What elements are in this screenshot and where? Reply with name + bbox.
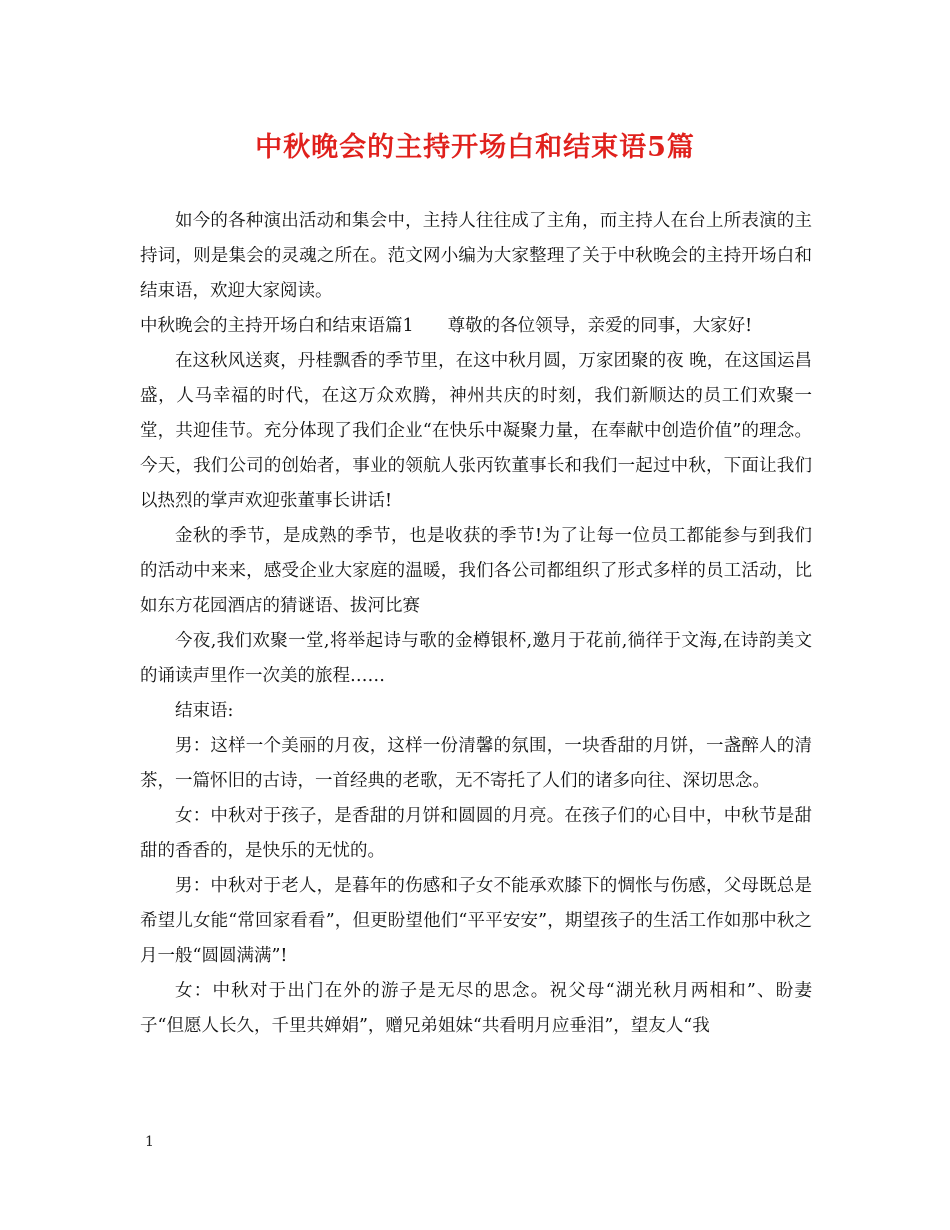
tonight-paragraph: 今夜,我们欢聚一堂,将举起诗与歌的金樽银杯,邀月于花前,徜徉于文海,在诗韵美文的诵读声里作一次美的旅程…… bbox=[140, 631, 812, 686]
male-line-2: 男：中秋对于老人，是暮年的伤感和子女不能承欢膝下的惆怅与伤感，父母既总是希望儿女能“常回家看看”，但更盼望他们“平平安安”，期望孩子的生活工作如那中秋之月一般“圆圆满满”! bbox=[140, 876, 812, 966]
page-number: 1 bbox=[145, 1134, 154, 1150]
section-heading-line bbox=[140, 309, 812, 344]
document-body bbox=[140, 204, 812, 1044]
document-title: 中秋晚会的主持开场白和结束语5篇 bbox=[255, 132, 695, 163]
activities-paragraph: 金秋的季节，是成熟的季节，也是收获的季节!为了让每一位员工都能参与到我们的活动中来来，感受企业大家庭的温暖，我们各公司都组织了形式多样的员工活动，比如东方花园酒店的猜谜语、拔河比赛 bbox=[140, 526, 812, 616]
male-line-1: 男：这样一个美丽的月夜，这样一份清馨的氛围，一块香甜的月饼，一盏醉人的清茶，一篇怀旧的古诗，一首经典的老歌，无不寄托了人们的诸多向往、深切思念。 bbox=[140, 736, 812, 791]
female-line-1: 女：中秋对于孩子，是香甜的月饼和圆圆的月亮。在孩子们的心目中，中秋节是甜甜的香香的，是快乐的无忧的。 bbox=[140, 806, 812, 861]
closing-heading: 结束语: bbox=[175, 701, 234, 721]
section-heading: 中秋晚会的主持开场白和结束语篇1 bbox=[140, 316, 414, 336]
greeting-text: 尊敬的各位领导，亲爱的同事，大家好! bbox=[447, 316, 753, 336]
intro-paragraph: 如今的各种演出活动和集会中，主持人往往成了主角，而主持人在台上所表演的主持词，则是集会的灵魂之所在。范文网小编为大家整理了关于中秋晚会的主持开场白和结束语，欢迎大家阅读。 bbox=[140, 211, 812, 301]
opening-paragraph: 在这秋风送爽，丹桂飘香的季节里，在这中秋月圆，万家团聚的夜 晚，在这国运昌盛，人马幸福的时代，在这万众欢腾，神州共庆的时刻，我们新顺达的员工们欢聚一堂，共迎佳节。充分体现了我们企业“在快乐中凝聚力量，在奉献中创造价值”的理念。今天，我们公司的创始者，事业的领航人张丙钦董事长和我们一起过中秋，下面让我们以热烈的掌声欢迎张董事长讲话! bbox=[140, 351, 812, 511]
female-line-2: 女：中秋对于出门在外的游子是无尽的思念。祝父母“湖光秋月两相和”、盼妻子“但愿人长久，千里共婵娟”，赠兄弟姐妹“共看明月应垂泪”，望友人“我 bbox=[140, 981, 812, 1036]
